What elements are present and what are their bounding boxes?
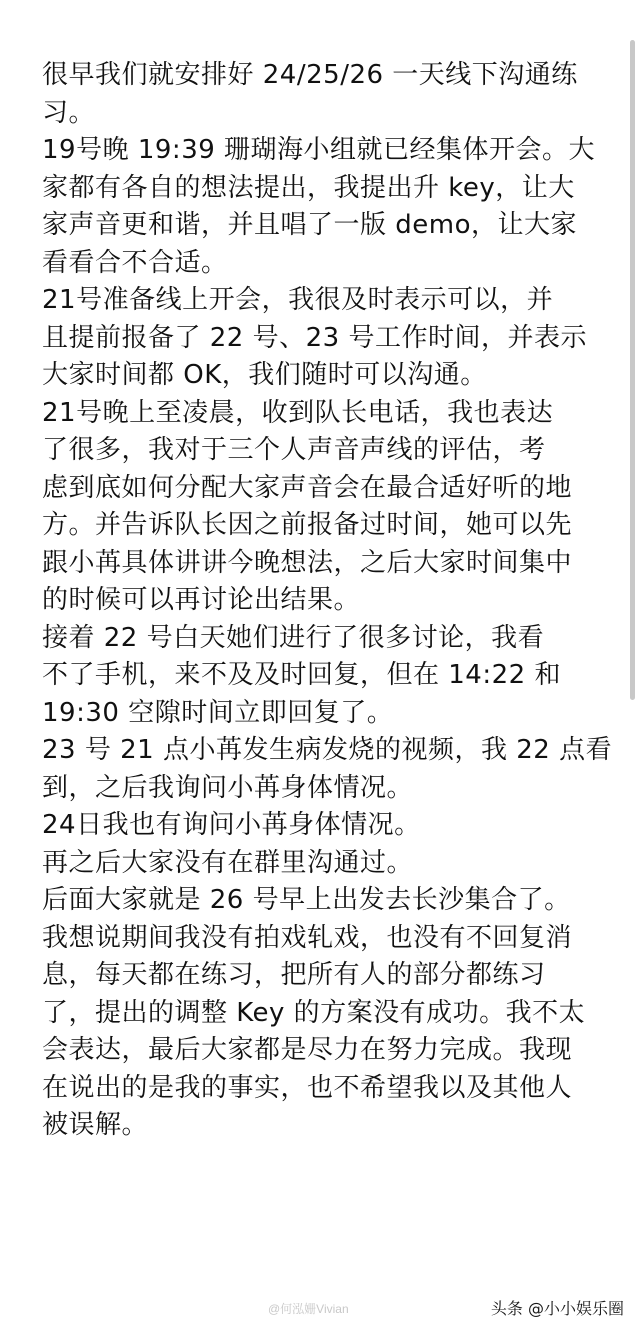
post-line: 被误解。 — [42, 1110, 149, 1140]
post-line: 21号晚上至凌晨，收到队长电话，我也表达 — [42, 397, 554, 428]
post-line: 方。并告诉队长因之前报备过时间，她可以先 — [42, 510, 573, 540]
post-line: 家声音更和谐，并且唱了一版 demo，让大家 — [42, 210, 577, 240]
source-label: 头条 @小小娱乐圈 — [490, 1299, 624, 1318]
post-line: 很早我们就安排好 24/25/26 一天线下沟通练 — [42, 60, 578, 90]
post-line: 会表达，最后大家都是尽力在努力完成。我现 — [42, 1035, 573, 1065]
post-line: 24日我也有询问小苒身体情况。 — [42, 810, 421, 840]
post-line: 我想说期间我没有拍戏轧戏，也没有不回复消 — [42, 922, 573, 953]
post-line: 19号晚 19:39 珊瑚海小组就已经集体开会。大 — [42, 135, 596, 165]
post-line: 不了手机，来不及及时回复，但在 14:22 和 — [42, 660, 561, 690]
post-line: 看看合不合适。 — [42, 247, 228, 278]
post-body — [42, 57, 613, 1145]
post-line: 大家时间都 OK，我们随时可以沟通。 — [42, 360, 487, 390]
post-line: 在说出的是我的事实，也不希望我以及其他人 — [42, 1072, 573, 1103]
post-line: 习。 — [42, 97, 96, 128]
post-line: 19:30 空隙时间立即回复了。 — [42, 697, 394, 728]
post-line: 虑到底如何分配大家声音会在最合适好听的地 — [42, 472, 573, 503]
post-line: 了，提出的调整 Key 的方案没有成功。我不太 — [42, 997, 586, 1028]
post-line: 23 号 21 点小苒发生病发烧的视频，我 22 点看 — [42, 735, 613, 765]
post-line: 且提前报备了 22 号、23 号工作时间，并表示 — [42, 322, 587, 353]
post-line: 息，每天都在练习，把所有人的部分都练习 — [42, 960, 546, 990]
post-line: 后面大家就是 26 号早上出发去长沙集合了。 — [42, 885, 571, 915]
post-line: 跟小苒具体讲讲今晚想法，之后大家时间集中 — [42, 547, 573, 578]
scrollbar-thumb[interactable] — [630, 40, 635, 700]
watermark-text: @何泓姗Vivian — [268, 1302, 349, 1316]
post-line: 家都有各自的想法提出，我提出升 key，让大 — [42, 172, 575, 203]
post-line: 再之后大家没有在群里沟通过。 — [42, 847, 414, 878]
post-line: 接着 22 号白天她们进行了很多讨论，我看 — [42, 622, 545, 653]
post-line: 到，之后我询问小苒身体情况。 — [42, 772, 414, 803]
scrollbar[interactable] — [630, 0, 638, 700]
post-line: 了很多，我对于三个人声音声线的评估，考 — [42, 435, 546, 465]
post-line: 21号准备线上开会，我很及时表示可以，并 — [42, 285, 554, 315]
post-line: 的时候可以再讨论出结果。 — [42, 585, 361, 615]
